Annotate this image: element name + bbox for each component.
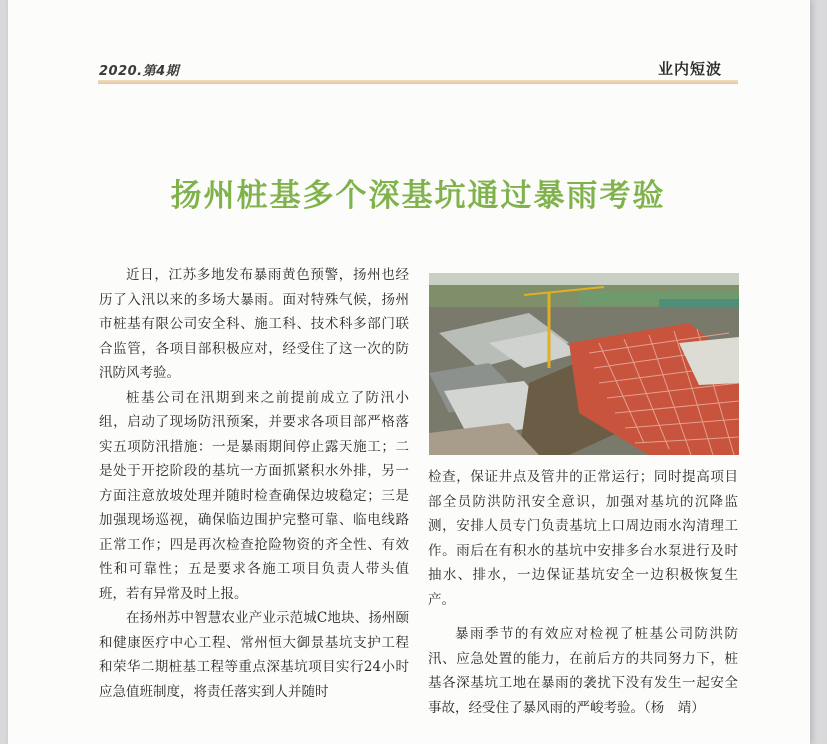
- paragraph-5: 暴雨季节的有效应对检视了桩基公司防洪防汛、应急处置的能力，在前后方的共同努力下，桩基各深基坑工地在暴雨的袭扰下没有发生一起安全事故，经受住了暴风雨的严峻考验。（杨 靖）: [428, 626, 738, 716]
- magazine-page: [8, 0, 810, 744]
- paragraph-2: 桩基公司在汛期到来之前提前成立了防汛小组，启动了现场防汛预案，并要求各项目部严格落实五项防汛措施：一是暴雨期间停止露天施工；二是处于开挖阶段的基坑一方面抓紧积水外排，另一方面注意放坡处理并随时检查确保边坡稳定；三是加强现场巡视，确保临边围护完整可靠、临电线路正常工作；四是再次检查抢险物资的齐全性、有效性和可靠性；五是要求各施工项目负责人带头值班，若有异常及时上报。: [99, 389, 409, 602]
- paragraph-4: 检查，保证井点及管井的正常运行；同时提高项目部全员防洪防汛安全意识，加强对基坑的沉降监测，安排人员专门负责基坑上口周边雨水沟清理工作。雨后在有积水的基坑中安排多台水泵进行及时抽水、排水，一边保证基坑安全一边积极恢复生产。: [428, 469, 738, 608]
- paragraph-1: 近日，江苏多地发布暴雨黄色预警，扬州也经历了入汛以来的多场大暴雨。面对特殊气候，扬州市桩基有限公司安全科、施工科、技术科多部门联合监管，各项目部积极应对，经受住了这一次的防汛防风考验。: [99, 267, 409, 381]
- construction-site-photo: [429, 273, 739, 455]
- paragraph-3: 在扬州苏中智慧农业产业示范城C地块、扬州颐和健康医疗中心工程、常州恒大御景基坑支护工程和荣华二期桩基工程等重点深基坑项目实行24小时应急值班制度，将责任落实到人并随时: [99, 610, 409, 700]
- aerial-photo-illustration: [429, 273, 739, 455]
- issue-label: 2020.第4期: [99, 64, 180, 79]
- article-column-right: [428, 465, 738, 720]
- article-column-left: [99, 263, 409, 704]
- article-title: 扬州桩基多个深基坑通过暴雨考验: [170, 178, 666, 214]
- header-divider-band: [98, 80, 738, 84]
- section-label: 业内短波: [657, 60, 722, 78]
